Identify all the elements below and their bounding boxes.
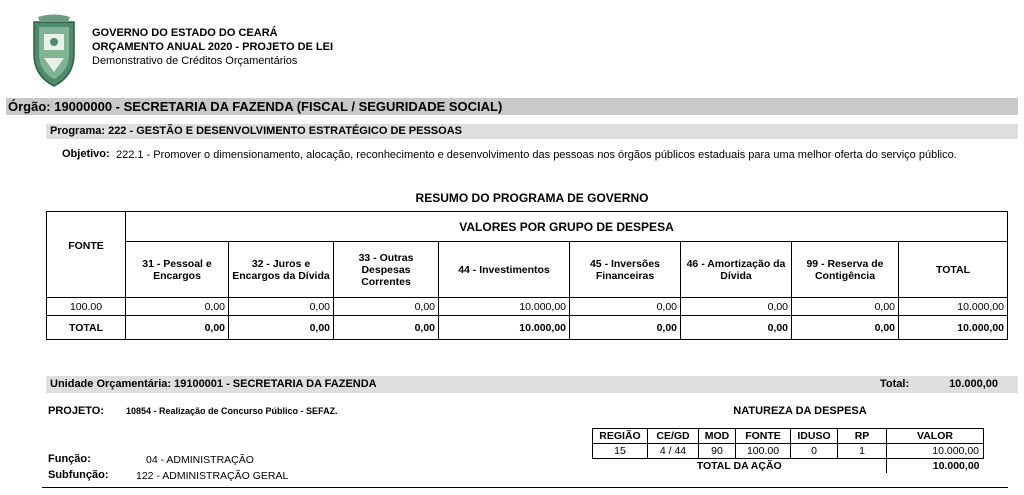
value-cell: 0,00 [229,298,334,316]
total-cell: 10.000,00 [439,316,570,340]
nat-cell: 90 [699,444,736,459]
col-header-46: 46 - Amortização da Dívida [681,242,792,298]
resumo-table [46,211,1008,340]
total-label: TOTAL [47,316,126,340]
projeto-value: 10854 - Realização de Concurso Público - SEFAZ. [126,406,338,416]
table-row [47,298,1008,316]
total-cell: 0,00 [792,316,899,340]
total-cell: 0,00 [229,316,334,340]
funcao-value: 04 - ADMINISTRAÇÃO [146,454,254,466]
nat-cell: 0 [791,444,838,459]
value-cell: 10.000,00 [439,298,570,316]
nat-header-regiao: REGIÃO [593,429,648,444]
fonte-header: FONTE [47,212,126,298]
col-header-33: 33 - Outras Despesas Correntes [334,242,439,298]
projeto-label: PROJETO: [48,405,105,417]
nat-cell: 4 / 44 [648,444,699,459]
value-cell: 0,00 [570,298,681,316]
col-header-32: 32 - Juros e Encargos da Dívida [229,242,334,298]
objetivo-label: Objetivo: [62,148,110,160]
group-header: VALORES POR GRUPO DE DESPESA [126,212,1008,242]
value-cell: 0,00 [334,298,439,316]
fonte-cell: 100.00 [47,298,126,316]
nat-header-valor: VALOR [887,429,984,444]
col-header-31: 31 - Pessoal e Encargos [126,242,229,298]
programa-bar: Programa: 222 - GESTÃO E DESENVOLVIMENTO ESTRATÉGICO DE PESSOAS [46,124,1018,139]
total-cell: 0,00 [570,316,681,340]
total-cell: 0,00 [681,316,792,340]
nat-total-row [593,459,984,474]
value-cell: 0,00 [126,298,229,316]
ceara-coat-of-arms-icon [28,14,80,90]
header-line-2: ORÇAMENTO ANUAL 2020 - PROJETO DE LEI [92,41,334,53]
subfuncao-label: Subfunção: [48,469,109,481]
natureza-table [592,428,984,473]
orgao-bar: Órgão: 19000000 - SECRETARIA DA FAZENDA (FISCAL / SEGURIDADE SOCIAL) [6,98,1018,115]
nat-header-iduso: IDUSO [791,429,838,444]
nat-cell: 100.00 [736,444,791,459]
total-acao-label: TOTAL DA AÇÃO [593,459,887,474]
nat-cell: 1 [838,444,887,459]
unidade-bar: Unidade Orçamentária: 19100001 - SECRETARIA DA FAZENDA [46,376,1018,393]
value-cell: 0,00 [792,298,899,316]
funcao-label: Função: [48,453,91,465]
value-cell: 0,00 [681,298,792,316]
col-header-99: 99 - Reserva de Contigência [792,242,899,298]
nat-header-mod: MOD [699,429,736,444]
col-header-45: 45 - Inversões Financeiras [570,242,681,298]
nat-header-cegd: CE/GD [648,429,699,444]
resumo-title: RESUMO DO PROGRAMA DE GOVERNO [415,191,649,205]
unidade-total-value: 10.000,00 [949,378,998,390]
nat-header-fonte: FONTE [736,429,791,444]
table-row [593,444,984,459]
objetivo-text: 222.1 - Promover o dimensionamento, alocação, reconhecimento e desenvolvimento das pessoas nos órgãos públicos estaduais para uma melhor oferta do serviço público. [116,149,957,161]
bottom-divider [42,487,1008,488]
header-line-3: Demonstrativo de Créditos Orçamentários [92,55,298,67]
total-cell: 10.000,00 [899,316,1008,340]
total-acao-value: 10.000,00 [887,459,984,474]
header-line-1: GOVERNO DO ESTADO DO CEARÁ [92,27,278,39]
value-cell: 10.000,00 [899,298,1008,316]
nat-header-rp: RP [838,429,887,444]
total-cell: 0,00 [126,316,229,340]
total-cell: 0,00 [334,316,439,340]
col-header-total: TOTAL [899,242,1008,298]
nat-cell: 15 [593,444,648,459]
natureza-title: NATUREZA DA DESPESA [733,405,867,417]
total-row [47,316,1008,340]
col-header-44: 44 - Investimentos [439,242,570,298]
unidade-total-label: Total: [880,378,910,390]
nat-cell: 10.000,00 [887,444,984,459]
subfuncao-value: 122 - ADMINISTRAÇÃO GERAL [136,470,289,482]
